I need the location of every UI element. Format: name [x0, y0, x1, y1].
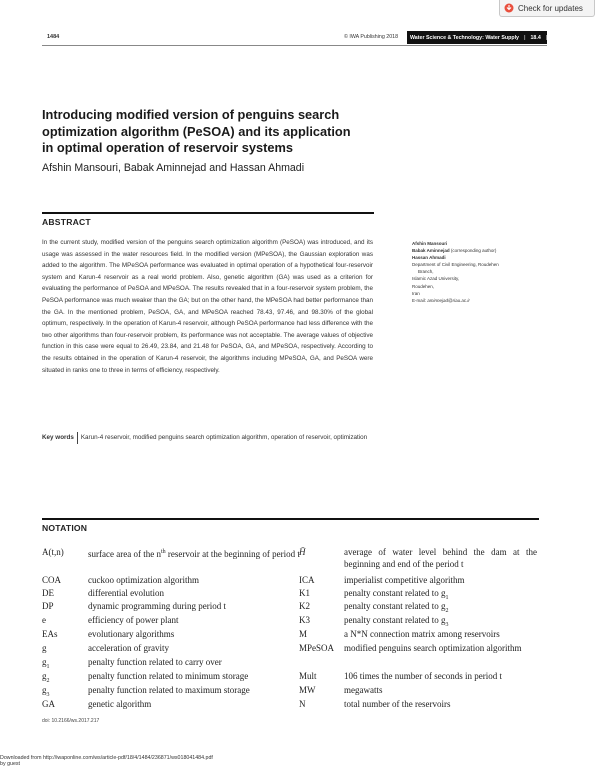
download-line[interactable]: Downloaded from http://iwaponline.com/ws/article-pdf/18/4/1484/236871/ws018041484.pdf — [0, 755, 213, 761]
title-line: optimization algorithm (PeSOA) and its application — [42, 123, 351, 139]
notation-symbol: $g_3$ — [42, 685, 50, 698]
affil-department-cont: Branch, — [418, 269, 434, 275]
notation-definition: efficiency of power plant — [88, 615, 179, 625]
affil-university: Islamic Azad University, — [412, 276, 460, 282]
title-line: Introducing modified version of penguins search — [42, 107, 340, 122]
notation-symbol: $g_1$ — [42, 657, 50, 670]
keywords-value: Karun-4 reservoir, modified penguins search optimization algorithm, operation of reservoir, optimization — [77, 432, 367, 444]
notation-symbol: MW — [299, 685, 316, 695]
abstract-heading: ABSTRACT — [42, 212, 374, 227]
notation-definition: modified penguins search optimization algorithm — [344, 643, 522, 653]
notation-symbol: K1 — [299, 588, 310, 598]
separator: | — [524, 34, 526, 41]
affil-author: Babak Aminnejad — [412, 248, 450, 254]
notation-symbol: H̄ — [299, 547, 306, 557]
notation-symbol: MPeSOA — [299, 643, 335, 653]
journal-year: 2018 — [552, 34, 565, 41]
notation-symbol: DP — [42, 601, 54, 611]
paper-title — [42, 107, 382, 157]
notation-symbol: ICA — [299, 575, 315, 585]
copyright: © IWA Publishing 2018 — [344, 34, 399, 40]
notation-symbol: A(t,n) — [42, 547, 64, 557]
update-icon — [504, 3, 514, 13]
doi[interactable]: doi: 10.2166/ws.2017.217 — [42, 718, 100, 724]
notation-symbol: M — [299, 629, 308, 639]
notation-symbol: e — [42, 615, 46, 625]
notation-heading: NOTATION — [42, 518, 539, 533]
notation-symbol: DE — [42, 588, 54, 598]
notation-definition: genetic algorithm — [88, 699, 152, 709]
notation-definition: average of water level behind the dam at the beginning and end of the period t — [344, 547, 537, 569]
notation-definition: 106 times the number of seconds in period t — [344, 671, 502, 681]
notation-definition: megawatts — [344, 685, 383, 695]
check-for-updates-badge[interactable] — [499, 0, 595, 17]
keywords-label: Key words — [42, 434, 74, 441]
affil-city: Roudehen, — [412, 283, 435, 289]
notation-symbol: K2 — [299, 601, 310, 611]
download-line: by guest — [0, 761, 21, 768]
email-label: E-mail: — [412, 297, 427, 303]
affil-country: Iran — [412, 290, 420, 296]
notation-symbol: GA — [42, 699, 55, 709]
affil-author: Hassan Ahmadi — [412, 255, 446, 261]
notation-row — [299, 643, 539, 668]
notation-definition: acceleration of gravity — [88, 643, 169, 653]
notation-symbol: $g_2$ — [42, 671, 50, 684]
notation-definition: total number of the reservoirs — [344, 699, 451, 709]
notation-definition: imperialist competitive algorithm — [344, 575, 465, 585]
notation-symbol: g — [42, 643, 47, 653]
affil-author: Afshin Mansouri — [412, 241, 448, 246]
notation-definition: cuckoo optimization algorithm — [88, 575, 199, 585]
title-line: in optimal operation of reservoir systems — [42, 140, 294, 156]
notation-definition: a N*N connection matrix among reservoirs — [344, 629, 500, 639]
affil-department: Department of Civil Engineering, Roudehen — [412, 262, 499, 268]
author-affiliations — [412, 240, 542, 304]
notation-definition: dynamic programming during period t — [88, 601, 226, 611]
notation-symbol: K3 — [299, 615, 310, 625]
notation-definition: penalty constant related to $g_3$ — [344, 615, 449, 628]
notation-definition: penalty function related to maximum storage — [88, 685, 250, 695]
abstract-text: In the current study, modified version of the penguins search optimization algorithm (PeSOA) was introduced, and its usage was assessed in the water resources field. In the modified version (MPeSOA), the Gaussian exploration was added to the algorithm. The MPeSOA performance was evaluated in optimal operation of a hypothetical four-reservoir system and Karun-4 reservoir as a real world problem. Also, genetic algorithm (GA) was used as a criterion for evaluating the performance of PeSOA and MPeSOA. The results revealed that in a four-reservoir system problem, the PeSOA performance was much weaker than the GA; but on the other hand, the MPeSOA had better performance than the GA. In the mentioned problem, PeSOA, GA, and MPeSOA reached 78.43, 97.46, and 98.30% of the global optimum, respectively. In the operation of Karun-4 reservoir, although PeSOA performance had less difference with the two other algorithms than four-reservoir problem, its performance was not acceptable. The average values of objective function in this case were equal to 26.49, 23.84, and 21.48 for PeSOA, GA, and MPeSOA, respectively. According to the results obtained in the operation of Karun-4 reservoir, the algorithms including MPeSOA, GA, and PeSOA were situated in ranks one to three in terms of efficiency, respectively. — [42, 239, 373, 374]
notation-symbol: Mult — [299, 671, 317, 681]
download-footer — [0, 755, 213, 767]
notation-row — [42, 547, 312, 572]
separator: | — [545, 34, 548, 41]
journal-bar — [407, 31, 565, 44]
journal-volume: 18.4 — [530, 34, 541, 41]
notation-row — [299, 547, 539, 572]
page-number: 1484 — [47, 34, 60, 40]
notation-definition: penalty function related to carry over — [88, 657, 222, 667]
corresponding-note: (corresponding author) — [450, 248, 497, 254]
notation-definition: evolutionary algorithms — [88, 629, 175, 639]
notation-symbol: EAs — [42, 629, 58, 639]
journal-name: Water Science & Technology: Water Supply — [410, 34, 519, 41]
notation-definition: differential evolution — [88, 588, 165, 598]
notation-definition: penalty function related to minimum storage — [88, 671, 249, 681]
author-list: Afshin Mansouri, Babak Aminnejad and Hassan Ahmadi — [42, 162, 305, 174]
notation-symbol: COA — [42, 575, 62, 585]
notation-definition: penalty constant related to $g_1$ — [344, 588, 449, 601]
notation-symbol: N — [299, 699, 306, 709]
notation-definition: surface area of the $n^{th}$ reservoir at the beginning of period t — [88, 549, 300, 559]
keywords — [42, 432, 373, 444]
badge-label: Check for updates — [518, 3, 583, 13]
running-header — [42, 31, 565, 46]
notation-definition: penalty constant related to $g_2$ — [344, 601, 449, 614]
email-link[interactable]: aminnejad@riau.ac.ir — [427, 297, 470, 303]
